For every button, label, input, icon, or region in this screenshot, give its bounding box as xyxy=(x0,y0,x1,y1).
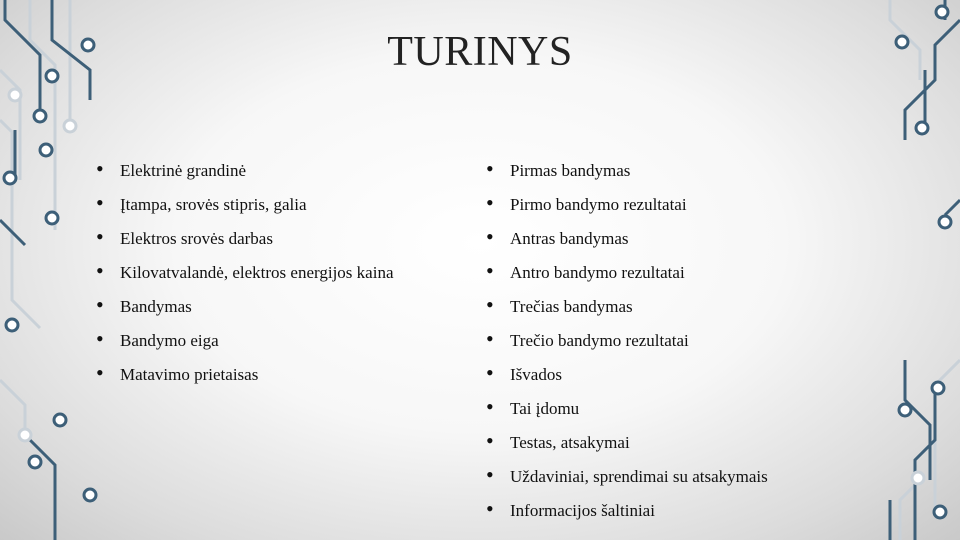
left-bullet-list xyxy=(96,154,394,392)
list-item xyxy=(96,358,394,392)
bullet-icon: • xyxy=(96,156,104,181)
list-item-label: Antro bandymo rezultatai xyxy=(510,263,685,282)
list-item xyxy=(96,222,394,256)
bullet-icon: • xyxy=(96,292,104,317)
list-item xyxy=(486,256,768,290)
list-item-label: Įtampa, srovės stipris, galia xyxy=(120,195,307,214)
list-item xyxy=(486,222,768,256)
list-item-label: Trečio bandymo rezultatai xyxy=(510,331,689,350)
bullet-icon: • xyxy=(486,360,494,385)
slide-title: TURINYS xyxy=(387,29,573,75)
list-item xyxy=(486,324,768,358)
list-item xyxy=(486,460,768,494)
list-item-label: Pirmas bandymas xyxy=(510,161,631,180)
list-item xyxy=(486,188,768,222)
bullet-icon: • xyxy=(486,258,494,283)
list-item-label: Elektrinė grandinė xyxy=(120,161,247,180)
bullet-icon: • xyxy=(96,360,104,385)
list-item xyxy=(96,188,394,222)
list-item xyxy=(486,290,768,324)
bullet-icon: • xyxy=(486,292,494,317)
bullet-icon: • xyxy=(96,224,104,249)
list-item xyxy=(486,392,768,426)
bullet-icon: • xyxy=(486,326,494,351)
list-item-label: Testas, atsakymai xyxy=(510,433,630,452)
bullet-icon: • xyxy=(486,394,494,419)
list-item xyxy=(486,154,768,188)
list-item xyxy=(96,324,394,358)
bullet-icon: • xyxy=(486,156,494,181)
list-item-label: Tai įdomu xyxy=(510,399,580,418)
list-item xyxy=(486,494,768,528)
list-item xyxy=(486,358,768,392)
list-item xyxy=(486,426,768,460)
list-item xyxy=(96,154,394,188)
bullet-icon: • xyxy=(486,190,494,215)
list-item-label: Matavimo prietaisas xyxy=(120,365,259,384)
bullet-icon: • xyxy=(96,190,104,215)
list-item-label: Bandymo eiga xyxy=(120,331,219,350)
list-item-label: Pirmo bandymo rezultatai xyxy=(510,195,687,214)
list-item-label: Trečias bandymas xyxy=(510,297,633,316)
bullet-icon: • xyxy=(486,428,494,453)
bullet-icon: • xyxy=(486,462,494,487)
bullet-icon: • xyxy=(486,496,494,521)
list-item xyxy=(96,290,394,324)
right-bullet-list xyxy=(486,154,768,528)
list-item xyxy=(96,256,394,290)
bullet-icon: • xyxy=(96,258,104,283)
list-item-label: Kilovatvalandė, elektros energijos kaina xyxy=(120,263,394,282)
list-item-label: Elektros srovės darbas xyxy=(120,229,273,248)
bullet-icon: • xyxy=(486,224,494,249)
list-item-label: Bandymas xyxy=(120,297,192,316)
list-item-label: Antras bandymas xyxy=(510,229,629,248)
list-item-label: Informacijos šaltiniai xyxy=(510,501,655,520)
list-item-label: Uždaviniai, sprendimai su atsakymais xyxy=(510,467,768,486)
bullet-icon: • xyxy=(96,326,104,351)
list-item-label: Išvados xyxy=(510,365,562,384)
